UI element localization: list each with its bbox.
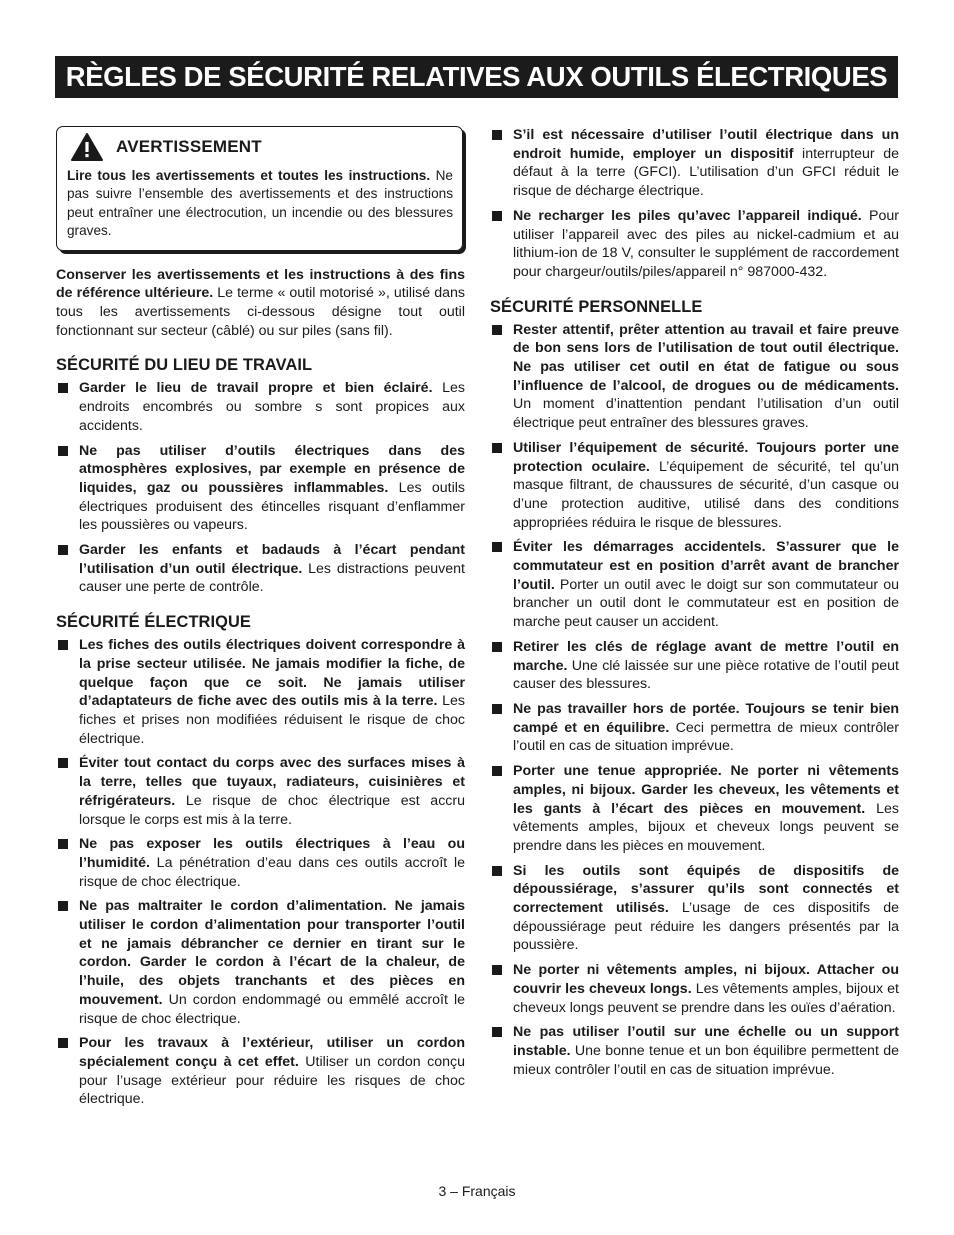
- bullet-icon: [492, 642, 502, 652]
- bullet-icon: [492, 766, 502, 776]
- warning-triangle-icon: [70, 132, 104, 162]
- bullet-icon: [58, 383, 68, 393]
- page-number: 3 – Français: [438, 1183, 516, 1199]
- work-area-list: [56, 379, 465, 597]
- bullet-icon: [58, 901, 68, 911]
- list-item: Garder le lieu de travail propre et bien éclairé. Les endroits encombrés ou sombre s sont propices aux accidents.: [56, 379, 465, 435]
- list-item: Pour les travaux à l’extérieur, utiliser un cordon spécialement conçu à cet effet. Utiliser un cordon conçu pour l’usage extérieur pour réduire les risques de choc électrique.: [56, 1034, 465, 1109]
- section-heading-electrical: SÉCURITÉ ÉLECTRIQUE: [56, 613, 251, 632]
- section-heading-work-area: SÉCURITÉ DU LIEU DE TRAVAIL: [56, 356, 313, 375]
- page-title: RÈGLES DE SÉCURITÉ RELATIVES AUX OUTILS ÉLECTRIQUES: [55, 56, 898, 98]
- list-item: Éviter tout contact du corps avec des surfaces mises à la terre, telles que tuyaux, radiateurs, cuisinières et réfrigérateurs. Le risque de choc électrique est accru lorsque le corps est mis à la terre.: [56, 754, 465, 829]
- bullet-icon: [492, 211, 502, 221]
- bullet-icon: [58, 839, 68, 849]
- warning-header: [67, 127, 453, 167]
- warning-box: [56, 126, 463, 251]
- list-item: Retirer les clés de réglage avant de mettre l’outil en marche. Une clé laissée sur une pièce rotative de l’outil peut causer des blessures.: [490, 638, 899, 694]
- list-item: Ne recharger les piles qu’avec l’appareil indiqué. Pour utiliser l’appareil avec des piles au nickel-cadmium et au lithium-ion de 18 V, consulter le supplément de raccordement pour chargeur/outils/piles/appareil n° 987000-432.: [490, 207, 899, 282]
- list-item: Ne pas maltraiter le cordon d’alimentation. Ne jamais utiliser le cordon d’alimentation pour transporter l’outil et ne jamais débrancher ce dernier en tirant sur le cordon. Garder le cordon à l’écart de la chaleur, de l’huile, des objets tranchants et des pièces en mouvement. Un cordon endommagé ou emmêlé accroît le risque de choc électrique.: [56, 897, 465, 1028]
- bullet-icon: [492, 965, 502, 975]
- list-item: Ne porter ni vêtements amples, ni bijoux. Attacher ou couvrir les cheveux longs. Les vêtements amples, bijoux et cheveux longs peuvent se prendre dans les ouïes d’aération.: [490, 961, 899, 1017]
- list-item: Rester attentif, prêter attention au travail et faire preuve de bon sens lors de l’utilisation de tout outil électrique. Ne pas utiliser cet outil en état de fatigue ou sous l’influence de l’alcool, de drogues ou de médicaments. Un moment d’inattention pendant l’utilisation d’un outil électrique peut entraîner des blessures graves.: [490, 321, 899, 433]
- bullet-icon: [58, 758, 68, 768]
- electrical-list-continued: [490, 126, 899, 282]
- left-column: [56, 126, 465, 1115]
- list-item: Ne pas travailler hors de portée. Toujours se tenir bien campé et en équilibre. Ceci permettra de mieux contrôler l’outil en cas de situation imprévue.: [490, 700, 899, 756]
- warning-title: AVERTISSEMENT: [116, 137, 262, 156]
- intro-paragraph: Conserver les avertissements et les instructions à des fins de référence ultérieure. Le terme « outil motorisé », utilisé dans tous les avertissements ci-dessous désigne tout outil fonctionnant sur secteur (câblé) ou sur piles (sans fil).: [56, 266, 465, 339]
- list-item: Utiliser l’équipement de sécurité. Toujours porter une protection oculaire. L’équipement de sécurité, tel qu’un masque filtrant, de chaussures de sécurité, d’un casque ou d’une protection auditive, utilisé dans des conditions appropriées réduira le risque de blessures.: [490, 439, 899, 533]
- bullet-icon: [492, 130, 502, 140]
- list-item: Porter une tenue appropriée. Ne porter ni vêtements amples, ni bijoux. Garder les cheveux, les vêtements et les gants à l’écart des pièces en mouvement. Les vêtements amples, bijoux et cheveux longs peuvent se prendre dans les pièces en mouvement.: [490, 762, 899, 856]
- bullet-icon: [58, 640, 68, 650]
- bullet-icon: [492, 443, 502, 453]
- list-item: Les fiches des outils électriques doivent correspondre à la prise secteur utilisée. Ne jamais modifier la fiche, de quelque façon que ce soit. Ne jamais utiliser d’adaptateurs de fiche avec des outils mis à la terre. Les fiches et prises non modifiées réduisent le risque de choc électrique.: [56, 636, 465, 748]
- warning-text: Lire tous les avertissements et toutes les instructions. Ne pas suivre l’ensemble des avertissements et des instructions peut entraîner une électrocution, un incendie ou des blessures graves.: [67, 168, 453, 239]
- electrical-list: [56, 636, 465, 1109]
- personal-list: [490, 321, 899, 1080]
- list-item: Éviter les démarrages accidentels. S’assurer que le commutateur est en position d’arrêt avant de brancher l’outil. Porter un outil avec le doigt sur son commutateur ou brancher un outil dont le commutateur est en position de marche peut causer un accident.: [490, 538, 899, 632]
- list-item: S’il est nécessaire d’utiliser l’outil électrique dans un endroit humide, employer un dispositif interrupteur de défaut à la terre (GFCI). L’utilisation d’un GFCI réduit le risque de décharge électrique.: [490, 126, 899, 201]
- list-item: Ne pas utiliser d’outils électriques dans des atmosphères explosives, par exemple en présence de liquides, gaz ou poussières inflammables. Les outils électriques produisent des étincelles risquant d’enflammer les poussières ou vapeurs.: [56, 442, 465, 536]
- bullet-icon: [58, 1038, 68, 1048]
- list-item: Ne pas exposer les outils électriques à l’eau ou l’humidité. La pénétration d’eau dans ces outils accroît le risque de choc électrique.: [56, 835, 465, 891]
- bullet-icon: [492, 325, 502, 335]
- list-item: Si les outils sont équipés de dispositifs de dépoussiérage, s’assurer qu’ils sont connectés et correctement utilisés. L’usage de ces dispositifs de dépoussiérage peut réduire les dangers présentés par la poussière.: [490, 862, 899, 956]
- section-heading-personal: SÉCURITÉ PERSONNELLE: [490, 297, 703, 316]
- bullet-icon: [492, 1027, 502, 1037]
- bullet-icon: [492, 542, 502, 552]
- bullet-icon: [492, 866, 502, 876]
- right-column: [490, 126, 899, 1085]
- bullet-icon: [58, 545, 68, 555]
- bullet-icon: [492, 704, 502, 714]
- bullet-icon: [58, 446, 68, 456]
- list-item: Garder les enfants et badauds à l’écart pendant l’utilisation d’un outil électrique. Les distractions peuvent causer une perte de contrôle.: [56, 541, 465, 597]
- list-item: Ne pas utiliser l’outil sur une échelle ou un support instable. Une bonne tenue et un bon équilibre permettent de mieux contrôler l’outil en cas de situation imprévue.: [490, 1023, 899, 1079]
